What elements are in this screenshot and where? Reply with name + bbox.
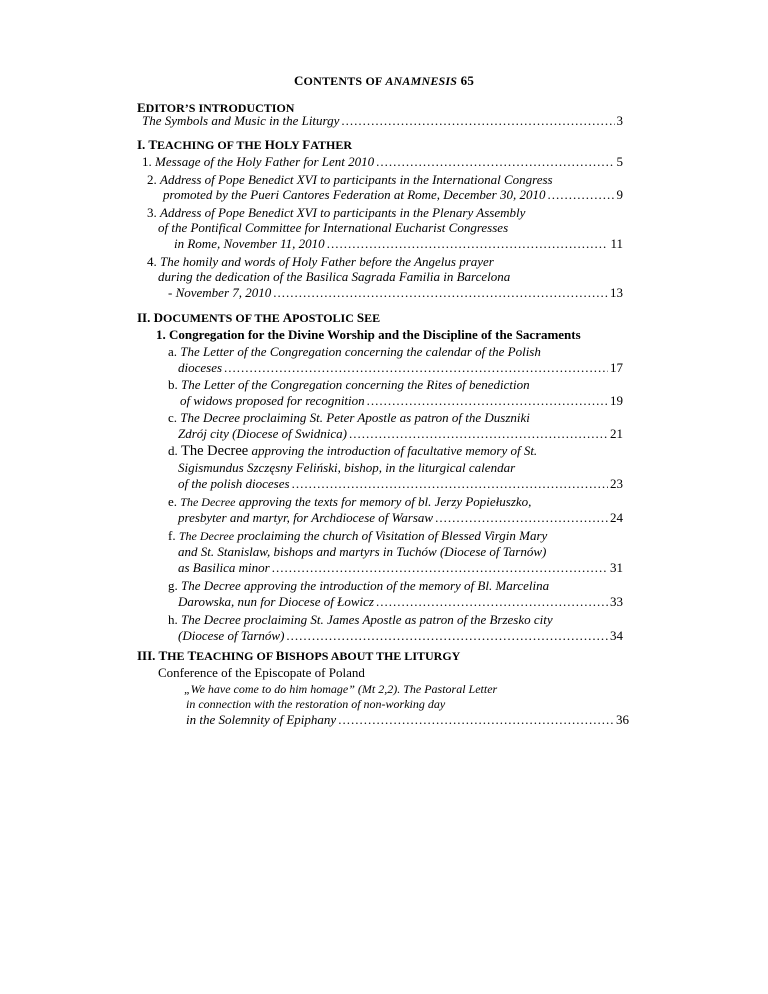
toc-entry-text: and St. Stanislaw, bishops and martyrs in Tuchów (Diocese of Tarnów) — [178, 544, 547, 559]
page-number: 34 — [610, 628, 623, 643]
toc-entry[interactable]: (Diocese of Tarnów) ..... 34 — [178, 628, 623, 643]
page-title: CONTENTS OF ANAMNESIS 65 — [293, 73, 475, 88]
toc-entry[interactable]: of the polish dioceses ..... 23 — [178, 476, 623, 491]
section-heading-3: III. THE TEACHING OF BISHOPS ABOUT THE LITURGY — [137, 648, 461, 663]
editor-heading: EDITOR’S INTRODUCTION — [137, 100, 295, 115]
toc-entry[interactable]: promoted by the Pueri Cantores Federation at Rome, December 30, 2010 ..... 9 — [163, 187, 623, 202]
toc-entry[interactable]: in the Solemnity of Epiphany ..... 36 — [186, 712, 629, 727]
page-number: 19 — [610, 393, 623, 408]
toc-entry-text: in connection with the restoration of non-working day — [186, 697, 446, 711]
section-heading-2: II. DOCUMENTS OF THE APOSTOLIC SEE — [137, 310, 381, 325]
toc-entry-text[interactable]: a. The Letter of the Congregation concerning the calendar of the Polish — [168, 344, 541, 359]
toc-entry[interactable]: presbyter and martyr, for Archdiocese of Warsaw ..... 24 — [178, 510, 623, 525]
page-number: 3 — [616, 113, 623, 128]
page-number: 9 — [616, 187, 623, 202]
toc-entry-text: of the Pontifical Committee for International Eucharist Congresses — [158, 220, 509, 235]
toc-entry[interactable]: Zdrój city (Diocese of Swidnica) ..... 21 — [178, 426, 623, 441]
page-number: 24 — [610, 510, 623, 525]
toc-entry[interactable]: 1. Message of the Holy Father for Lent 2010 ..... 5 — [142, 154, 623, 169]
page-number: 31 — [610, 560, 623, 575]
toc-entry[interactable]: of widows proposed for recognition ..... 19 — [180, 393, 623, 408]
page-number: 21 — [610, 426, 623, 441]
toc-entry-text[interactable]: g. The Decree approving the introduction of the memory of Bl. Marcelina — [168, 578, 550, 593]
section-heading-1: I. TEACHING OF THE HOLY FATHER — [137, 137, 353, 152]
page-number: 17 — [610, 360, 623, 375]
page-number: 13 — [610, 285, 623, 300]
toc-entry-text[interactable]: b. The Letter of the Congregation concerning the Rites of benediction — [168, 377, 530, 392]
toc-entry-text[interactable]: f. The Decree proclaiming the church of Visitation of Blessed Virgin Mary — [168, 528, 548, 543]
toc-entry-text[interactable]: h. The Decree proclaiming St. James Apostle as patron of the Brzesko city — [168, 612, 553, 627]
toc-entry[interactable]: dioceses ..... 17 — [178, 360, 623, 375]
toc-entry[interactable]: The Symbols and Music in the Liturgy ..... 3 — [142, 113, 623, 128]
toc-entry-text: during the dedication of the Basilica Sagrada Familia in Barcelona — [158, 269, 511, 284]
toc-entry[interactable]: in Rome, November 11, 2010 ..... 11 — [174, 236, 623, 251]
toc-entry-text[interactable]: 3. Address of Pope Benedict XVI to participants in the Plenary Assembly — [147, 205, 526, 220]
toc-entry[interactable]: as Basilica minor ..... 31 — [178, 560, 623, 575]
toc-entry-text[interactable]: 2. Address of Pope Benedict XVI to participants in the International Congress — [147, 172, 553, 187]
toc-entry[interactable]: Darowska, nun for Diocese of Łowicz ..... 33 — [178, 594, 623, 609]
toc-entry-text[interactable]: „We have come to do him homage” (Mt 2,2). The Pastoral Letter — [184, 682, 498, 696]
page-number: 5 — [616, 154, 623, 169]
page-number: 33 — [610, 594, 623, 609]
page-number: 11 — [610, 236, 623, 251]
page-number: 23 — [610, 476, 623, 491]
toc-entry-text: Sigismundus Szczęsny Feliński, bishop, in the liturgical calendar — [178, 460, 516, 475]
toc-entry-text[interactable]: 4. The homily and words of Holy Father before the Angelus prayer — [147, 254, 494, 269]
toc-entry[interactable]: - November 7, 2010 ..... 13 — [168, 285, 623, 300]
toc-entry-text[interactable]: c. The Decree proclaiming St. Peter Apostle as patron of the Duszniki — [168, 410, 530, 425]
toc-entry-text[interactable]: d. The Decree approving the introduction of facultative memory of St. — [168, 443, 538, 459]
subsection-heading: 1. Congregation for the Divine Worship and the Discipline of the Sacraments — [156, 327, 581, 342]
toc-entry-text[interactable]: e. The Decree approving the texts for memory of bl. Jerzy Popiełuszko, — [168, 494, 532, 509]
page-number: 36 — [616, 712, 629, 727]
subsection-heading: Conference of the Episcopate of Poland — [158, 665, 365, 680]
